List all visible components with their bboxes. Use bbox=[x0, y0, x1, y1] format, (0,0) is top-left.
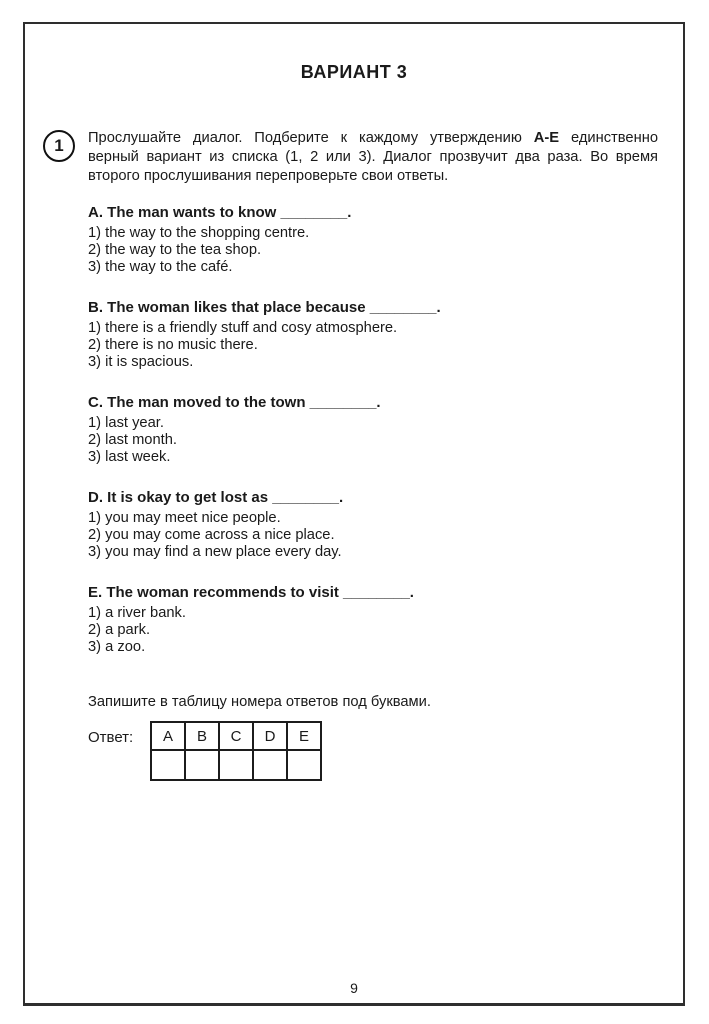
task-number-badge bbox=[43, 130, 75, 162]
instruction-bold-range: А-Е bbox=[533, 130, 560, 146]
question-option: 1) the way to the shopping centre. bbox=[88, 225, 310, 241]
instruction-paragraph bbox=[88, 129, 658, 186]
answer-table-value-row bbox=[151, 750, 321, 780]
questions-list bbox=[88, 204, 658, 656]
answer-table-header-row bbox=[151, 722, 321, 750]
question-option: 3) last week. bbox=[88, 449, 171, 465]
answer-header-cell-c: C bbox=[219, 722, 253, 750]
question-option: 1) there is a friendly stuff and cosy atmosphere. bbox=[88, 320, 398, 336]
question-option: 2) there is no music there. bbox=[88, 337, 258, 353]
instruction-part1: Прослушайте диалог. Подберите к каждому утверждению bbox=[88, 130, 522, 146]
question-option: 1) last year. bbox=[88, 415, 164, 431]
answer-row bbox=[88, 721, 658, 781]
answer-label: Ответ: bbox=[88, 729, 134, 746]
question-option: 2) a park. bbox=[88, 622, 151, 638]
task-number: 1 bbox=[54, 136, 64, 155]
answer-value-cell-d bbox=[253, 750, 287, 780]
question-header: E. The woman recommends to visit ________. bbox=[88, 584, 414, 601]
question-header: D. It is okay to get lost as ________. bbox=[88, 489, 344, 506]
question-option: 2) you may come across a nice place. bbox=[88, 527, 335, 543]
question-option: 3) the way to the café. bbox=[88, 259, 233, 275]
question-option: 3) you may find a new place every day. bbox=[88, 544, 342, 560]
question-block-d bbox=[88, 489, 658, 561]
answer-table bbox=[150, 721, 322, 781]
question-option: 2) the way to the tea shop. bbox=[88, 242, 262, 258]
question-block-c bbox=[88, 394, 658, 466]
page-number: 9 bbox=[350, 980, 358, 996]
page-frame bbox=[23, 22, 685, 1006]
question-header: A. The man wants to know ________. bbox=[88, 204, 352, 221]
answer-value-cell-a bbox=[151, 750, 185, 780]
question-option: 1) a river bank. bbox=[88, 605, 186, 621]
question-header: B. The woman likes that place because ________. bbox=[88, 299, 441, 316]
answer-value-cell-b bbox=[185, 750, 219, 780]
answer-note: Запишите в таблицу номера ответов под буквами. bbox=[88, 694, 431, 710]
answer-header-cell-d: D bbox=[253, 722, 287, 750]
question-block-a bbox=[88, 204, 658, 276]
question-block-e bbox=[88, 584, 658, 656]
question-header: C. The man moved to the town ________. bbox=[88, 394, 381, 411]
answer-header-cell-e: E bbox=[287, 722, 321, 750]
question-option: 3) a zoo. bbox=[88, 639, 146, 655]
answer-header-cell-a: A bbox=[151, 722, 185, 750]
answer-header-cell-b: B bbox=[185, 722, 219, 750]
question-option: 3) it is spacious. bbox=[88, 354, 194, 370]
page-title: ВАРИАНТ 3 bbox=[300, 62, 408, 82]
question-option: 1) you may meet nice people. bbox=[88, 510, 281, 526]
answer-value-cell-e bbox=[287, 750, 321, 780]
task-section bbox=[25, 129, 683, 781]
question-option: 2) last month. bbox=[88, 432, 177, 448]
answer-value-cell-c bbox=[219, 750, 253, 780]
question-block-b bbox=[88, 299, 658, 371]
instruction-part2: единственно верный вариант из списка (1, 2 или 3). Диалог прозвучит два раза. Во время второго прослушивания перепроверьте свои ответы. bbox=[88, 130, 658, 184]
